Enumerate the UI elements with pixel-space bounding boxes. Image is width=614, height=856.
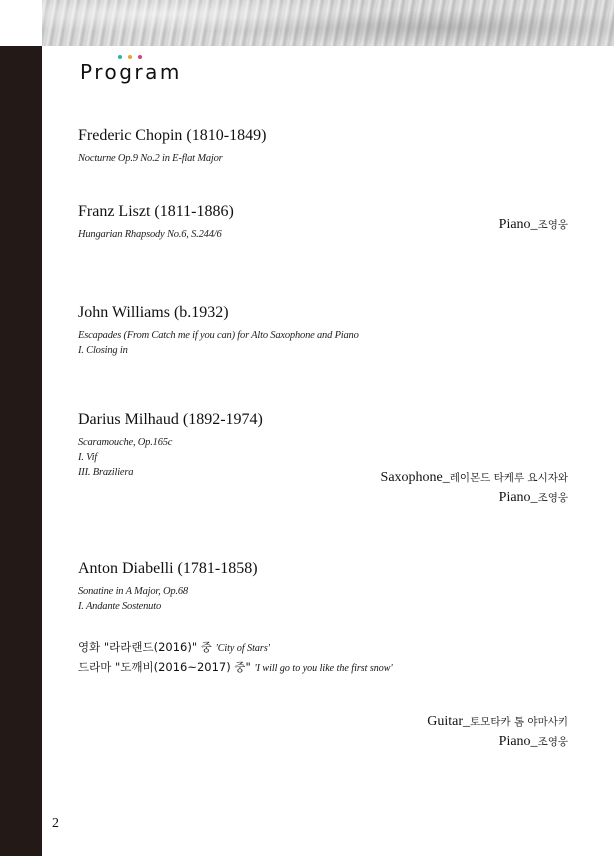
composer-name: Darius Milhaud (1892-1974)	[78, 411, 263, 428]
performer-line	[381, 468, 568, 488]
performer-group	[499, 215, 568, 235]
work-line: Hungarian Rhapsody No.6, S.244/6	[78, 229, 222, 240]
performer-role: Piano_	[498, 217, 538, 232]
extra-prefix: 영화 "라라랜드(2016)" 중	[78, 640, 212, 654]
sidebar-bar	[0, 46, 42, 856]
work-line: I. Vif	[78, 452, 98, 463]
program-item	[78, 559, 258, 614]
performer-role: Piano_	[498, 734, 538, 749]
program-item	[78, 303, 359, 358]
performer-name: 토모타카 톰 야마사키	[470, 716, 568, 728]
title-dots	[118, 55, 142, 59]
extra-prefix: 드라마 "도깨비(2016~2017) 중"	[78, 660, 251, 674]
composer-name: Frederic Chopin (1810-1849)	[78, 127, 267, 144]
extra-title: 'I will go to you like the first snow'	[254, 663, 393, 674]
performer-line	[427, 732, 568, 752]
extra-piece-line	[78, 660, 393, 676]
work-line: Nocturne Op.9 No.2 in E-flat Major	[78, 153, 223, 164]
program-item	[78, 202, 234, 242]
performer-role: Guitar_	[427, 714, 471, 729]
performer-line	[499, 215, 568, 235]
composer-name: Anton Diabelli (1781-1858)	[78, 560, 258, 577]
work-line: Escapades (From Catch me if you can) for Alto Saxophone and Piano	[78, 330, 359, 341]
work-line: Sonatine in A Major, Op.68	[78, 586, 188, 597]
page-title: Program	[80, 60, 182, 84]
performer-name: 조영웅	[537, 736, 568, 748]
performer-name: 조영웅	[537, 219, 568, 231]
program-item	[78, 126, 266, 166]
extra-piece-line	[78, 640, 270, 656]
performer-group	[427, 712, 568, 752]
performer-group	[381, 468, 568, 508]
work-line: I. Closing in	[78, 345, 128, 356]
performer-name: 조영웅	[537, 492, 568, 504]
program-item	[78, 410, 263, 480]
extra-title: 'City of Stars'	[215, 643, 270, 654]
composer-name: Franz Liszt (1811-1886)	[78, 203, 234, 220]
composer-name: John Williams (b.1932)	[78, 304, 229, 321]
dot-orange	[128, 55, 132, 59]
performer-role: Piano_	[498, 490, 538, 505]
performer-line	[427, 712, 568, 732]
dot-teal	[118, 55, 122, 59]
performer-role: Saxophone_	[380, 470, 450, 485]
header-texture-image	[42, 0, 614, 46]
work-line: III. Braziliera	[78, 467, 134, 478]
work-line: Scaramouche, Op.165c	[78, 437, 173, 448]
performer-line	[381, 488, 568, 508]
dot-pink	[138, 55, 142, 59]
performer-name: 레이몬드 타케루 요시자와	[449, 472, 568, 484]
page-number: 2	[52, 816, 59, 831]
work-line: I. Andante Sostenuto	[78, 601, 162, 612]
